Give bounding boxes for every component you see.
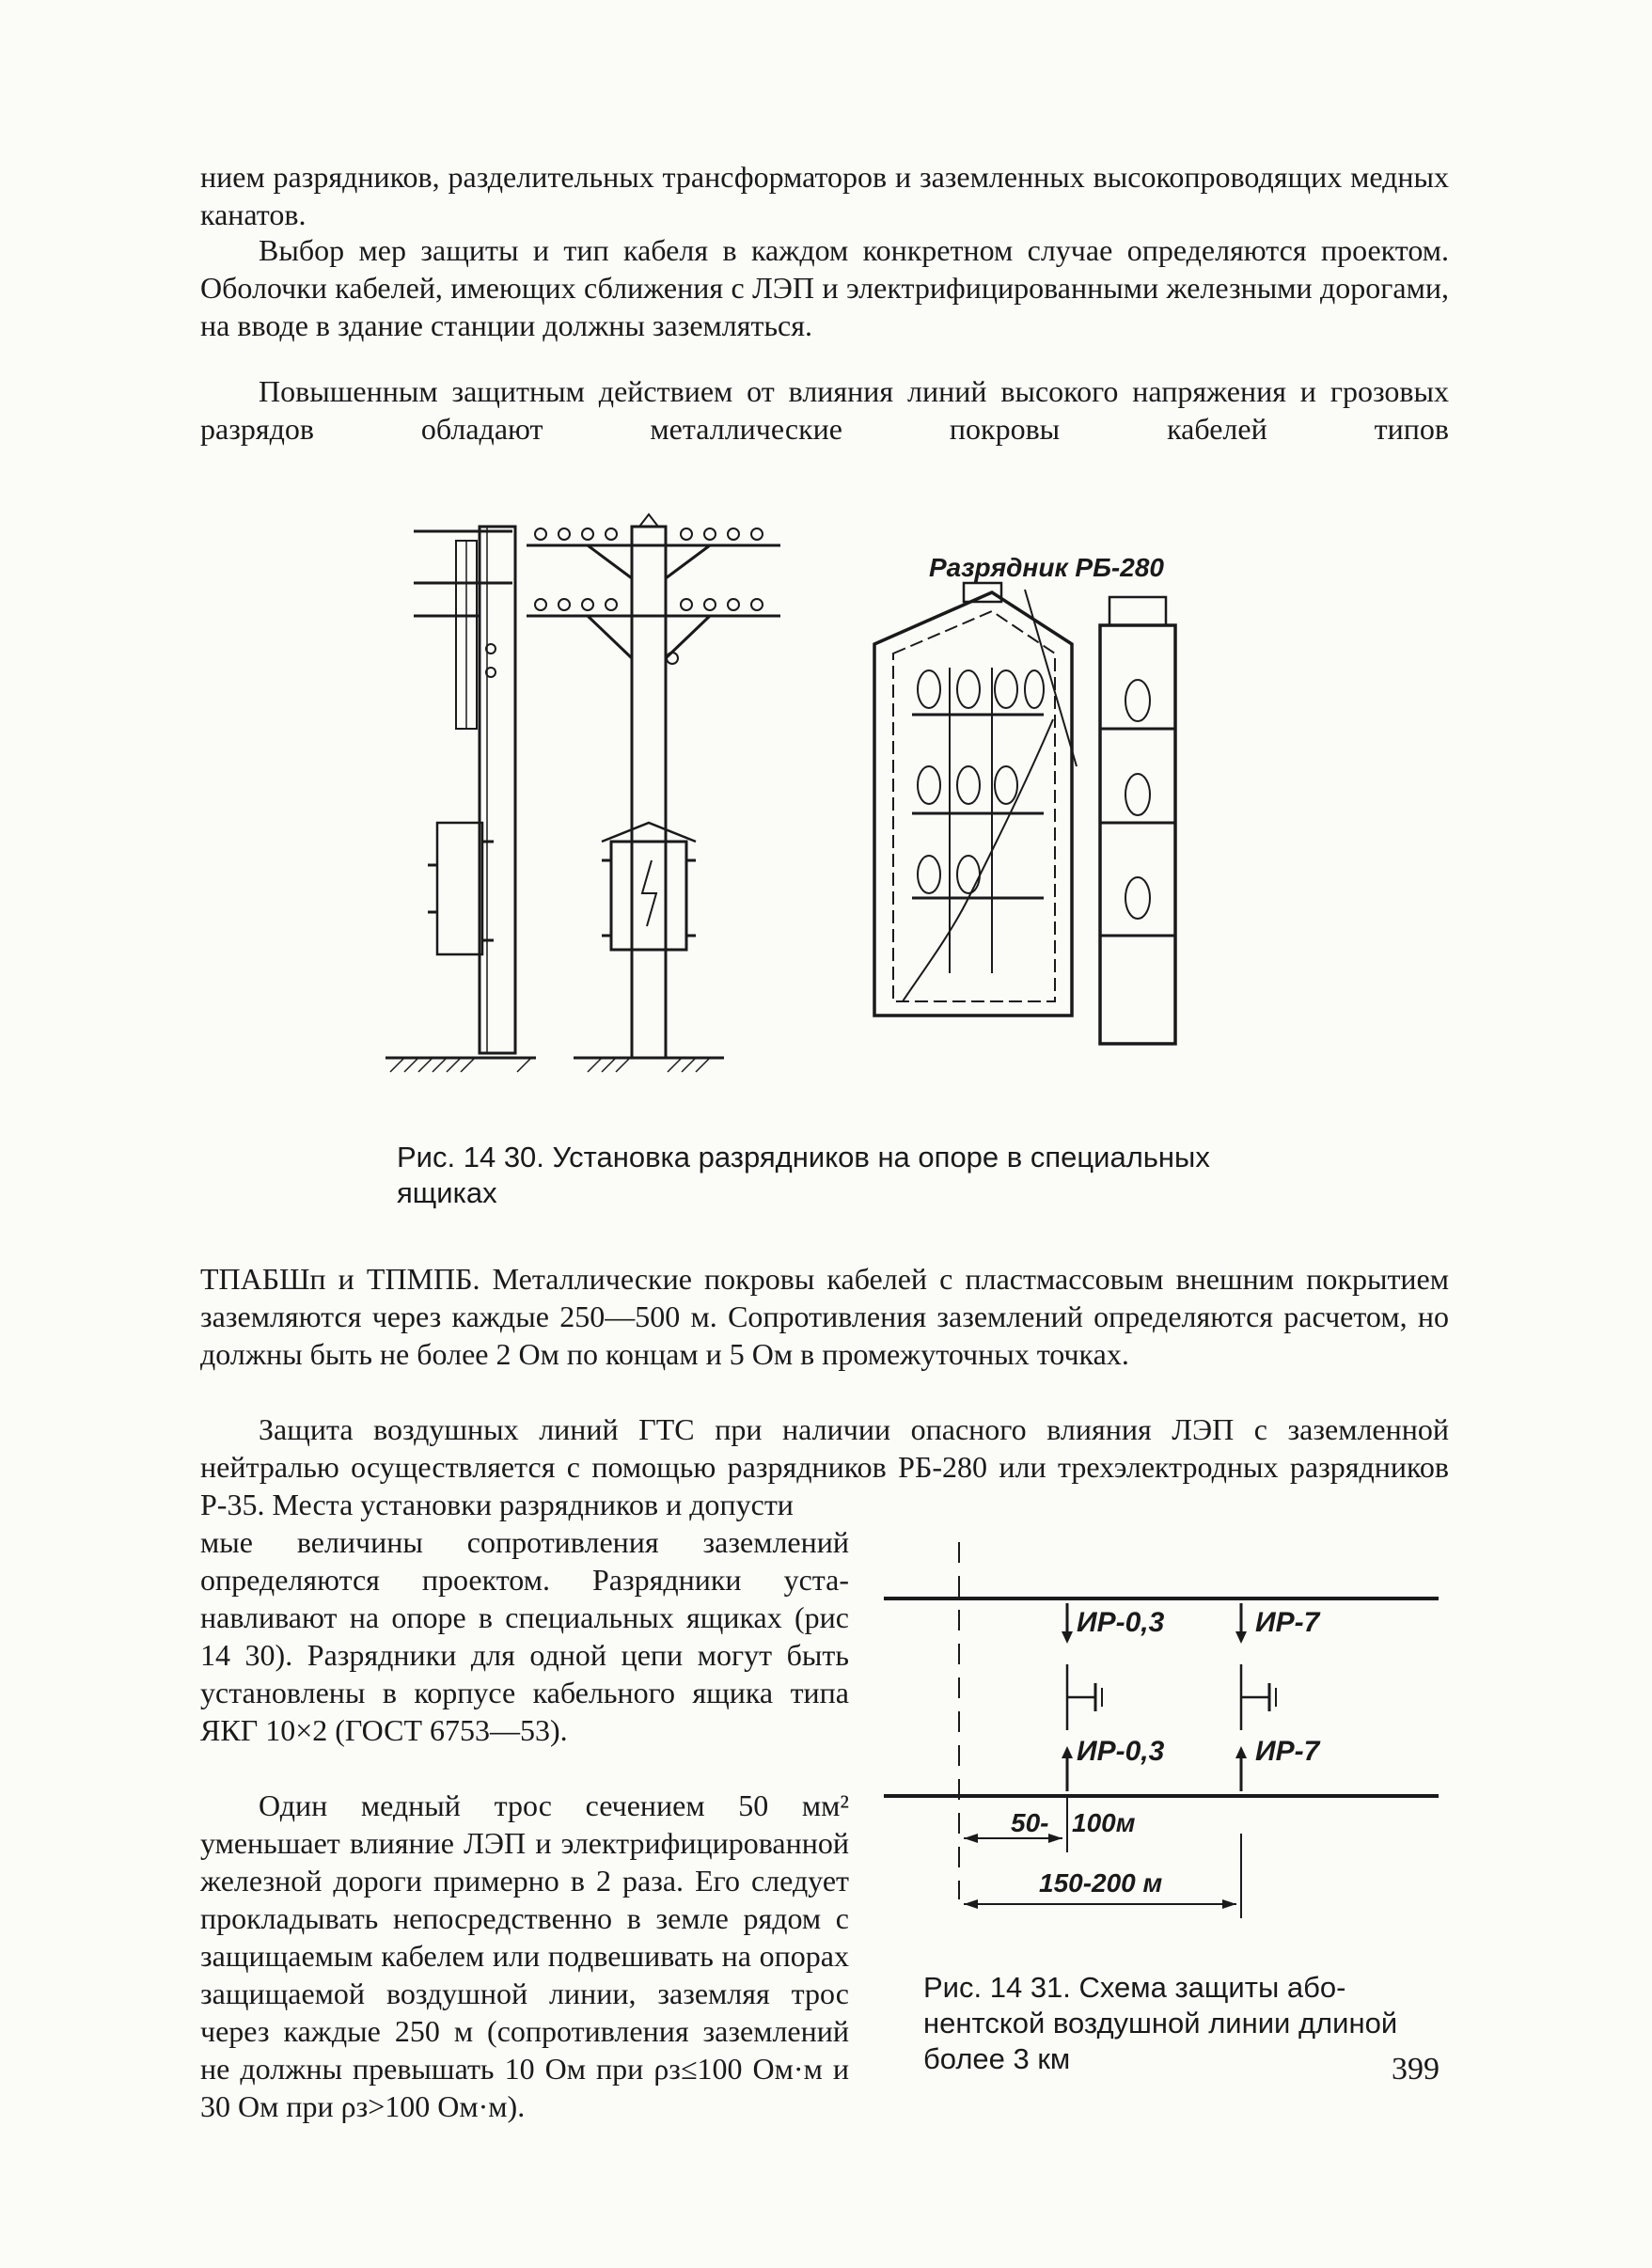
figure-14-30 xyxy=(385,503,1232,1086)
pole-side-view xyxy=(385,527,536,1058)
arrester-label: Разрядник РБ-280 xyxy=(929,553,1164,582)
paragraph-2: Выбор мер защиты и тип кабеля в каждом конкретном случае определяются проектом. Оболочки кабелей, имеющих сближения с ЛЭП и электрифицированными железными дорогами, на вводе в здание станции должны заземляться. xyxy=(200,233,1449,342)
paragraph-4: ТПАБШп и ТПМПБ. Металлические покровы кабелей с пластмассовым внешним покрытием заземляются через каждые 250—500 м. Сопротивления заземлений определяются расчетом, но должны быть не более 2 Ом по концам и 5 Ом в промежуточных точках. xyxy=(200,1262,1449,1371)
figure-14-31-caption: Рис. 14 31. Схема защиты абонентской воздушной линии длиной более 3 км xyxy=(923,1971,1398,2075)
paragraph-1: нием разрядников, разделительных трансформаторов и заземленных высокопроводящих медных канатов. xyxy=(200,160,1449,231)
figure-14-31 xyxy=(884,1523,1448,1928)
paragraph-5: Защита воздушных линий ГТС при наличии опасного влияния ЛЭП с заземленной нейтралью осуществляется с помощью разрядников РБ-280 или трехэлектродных разрядников Р-35. Места установки разрядников и допусти xyxy=(200,1412,1449,1521)
page-number: 399 xyxy=(1392,2052,1440,2087)
ir03-bottom-label: ИР-0,3 xyxy=(1077,1736,1165,1767)
paragraph-7: Один медный трос сечением 50 мм² уменьшает влияние ЛЭП и электрифицированной железной дороги примерно в 2 раза. Его следует прокладывать непосредственно в земле рядом с защищаемым кабелем или подвешивать на опорах защищаемой воздушной линии, заземляя трос через каждые 250 м (сопротивления заземлений не должны превышать 10 Ом при ρз≤100 Ом·м и 30 Ом при ρз>100 Ом·м). xyxy=(200,1788,849,2123)
paragraph-6: мые величины сопротивления заземлений определяются проектом. Разрядники устанавливают на опоре в специальных ящиках (рис 14 30). Разрядники для одной цепи могут быть установлены в корпусе кабельного ящика типа ЯКГ 10×2 (ГОСТ 6753—53). xyxy=(200,1525,849,1747)
ir7-top-label: ИР-7 xyxy=(1255,1607,1320,1638)
figure-14-30-caption: Рис. 14 30. Установка разрядников на опоре в специальных ящиках xyxy=(397,1141,1210,1209)
ir7-bottom-label: ИР-7 xyxy=(1255,1736,1320,1767)
paragraph-3: Повышенным защитным действием от влияния линий высокого напряжения и грозовых разрядов обладают металлические покровы кабелей типов xyxy=(200,374,1449,446)
ir03-top-label: ИР-0,3 xyxy=(1077,1607,1165,1638)
ground-hatching xyxy=(390,1058,710,1072)
dist-50-label: 50- xyxy=(1011,1808,1049,1837)
dist-100-label: 100м xyxy=(1072,1808,1136,1837)
pole-front-view xyxy=(527,514,780,1058)
arrester-cabinet-side xyxy=(1100,597,1175,1044)
dist-150-200-label: 150-200 м xyxy=(1039,1868,1163,1898)
